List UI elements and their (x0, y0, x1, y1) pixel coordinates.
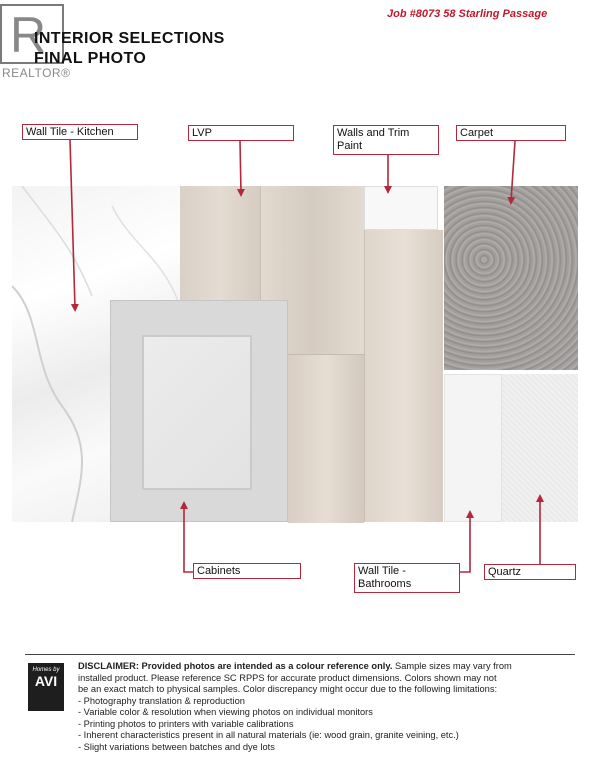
disclaimer-line-2: installed product. Please reference SC RPPS for accurate product dimensions. Colors shown may not (78, 672, 497, 683)
label-cabinets: Cabinets (193, 563, 301, 579)
disclaimer-bullet: - Printing photos to printers with variable calibrations (78, 718, 294, 729)
label-quartz: Quartz (484, 564, 576, 580)
realtor-logo-letter: R (10, 7, 47, 63)
label-lvp: LVP (188, 125, 294, 141)
title-line-2: FINAL PHOTO (34, 50, 147, 67)
page-title (34, 29, 225, 69)
label-wall-tile-bath-line-1: Wall Tile - (358, 565, 406, 577)
label-carpet: Carpet (456, 125, 566, 141)
disclaimer-bullet: - Variable color & resolution when viewing photos on individual monitors (78, 707, 373, 717)
disclaimer-bullet: - Slight variations between batches and dye lots (78, 741, 275, 752)
title-line-1: INTERIOR SELECTIONS (34, 30, 225, 47)
label-wall-tile-kitchen: Wall Tile - Kitchen (22, 124, 138, 140)
job-reference: Job #8073 58 Starling Passage (387, 8, 548, 20)
label-walls-trim-line-2: Paint (337, 140, 363, 152)
bathroom-tile-sample (444, 374, 502, 522)
disclaimer-line-1 (78, 661, 578, 673)
disclaimer-line-3: be an exact match to physical samples. Color discrepancy might occur due to the following limitations: (78, 684, 498, 694)
disclaimer-bold: DISCLAIMER: Provided photos are intended as a colour reference only. (78, 661, 393, 671)
disclaimer-text (78, 661, 578, 753)
lvp-plank-3 (288, 354, 364, 523)
disclaimer-bullet: - Photography translation & reproduction (78, 695, 245, 706)
lvp-plank-1 (180, 186, 260, 302)
realtor-logo-text: REALTOR® (2, 66, 71, 80)
lvp-plank-4 (364, 230, 443, 522)
label-walls-trim-line-1: Walls and Trim (337, 127, 410, 139)
label-wall-tile-bath-line-2: Bathrooms (358, 578, 412, 590)
label-wall-tile-bathrooms (354, 563, 460, 593)
homes-by-avi-logo (28, 663, 64, 711)
cabinet-door-panel (142, 335, 252, 490)
paint-swatch (364, 186, 438, 230)
disclaimer-rest: Sample sizes may vary from (392, 661, 512, 671)
label-walls-trim-paint (333, 125, 439, 155)
quartz-sample (502, 374, 578, 522)
disclaimer-bullet: - Inherent characteristics present in all natural materials (ie: wood grain, granite veining, etc.) (78, 730, 459, 740)
carpet-sample (444, 186, 578, 370)
avi-logo-line-2: AVI (34, 673, 58, 689)
avi-logo-line-1: Homes by (32, 667, 60, 673)
arrow-wall-tile-bathrooms (460, 514, 470, 572)
